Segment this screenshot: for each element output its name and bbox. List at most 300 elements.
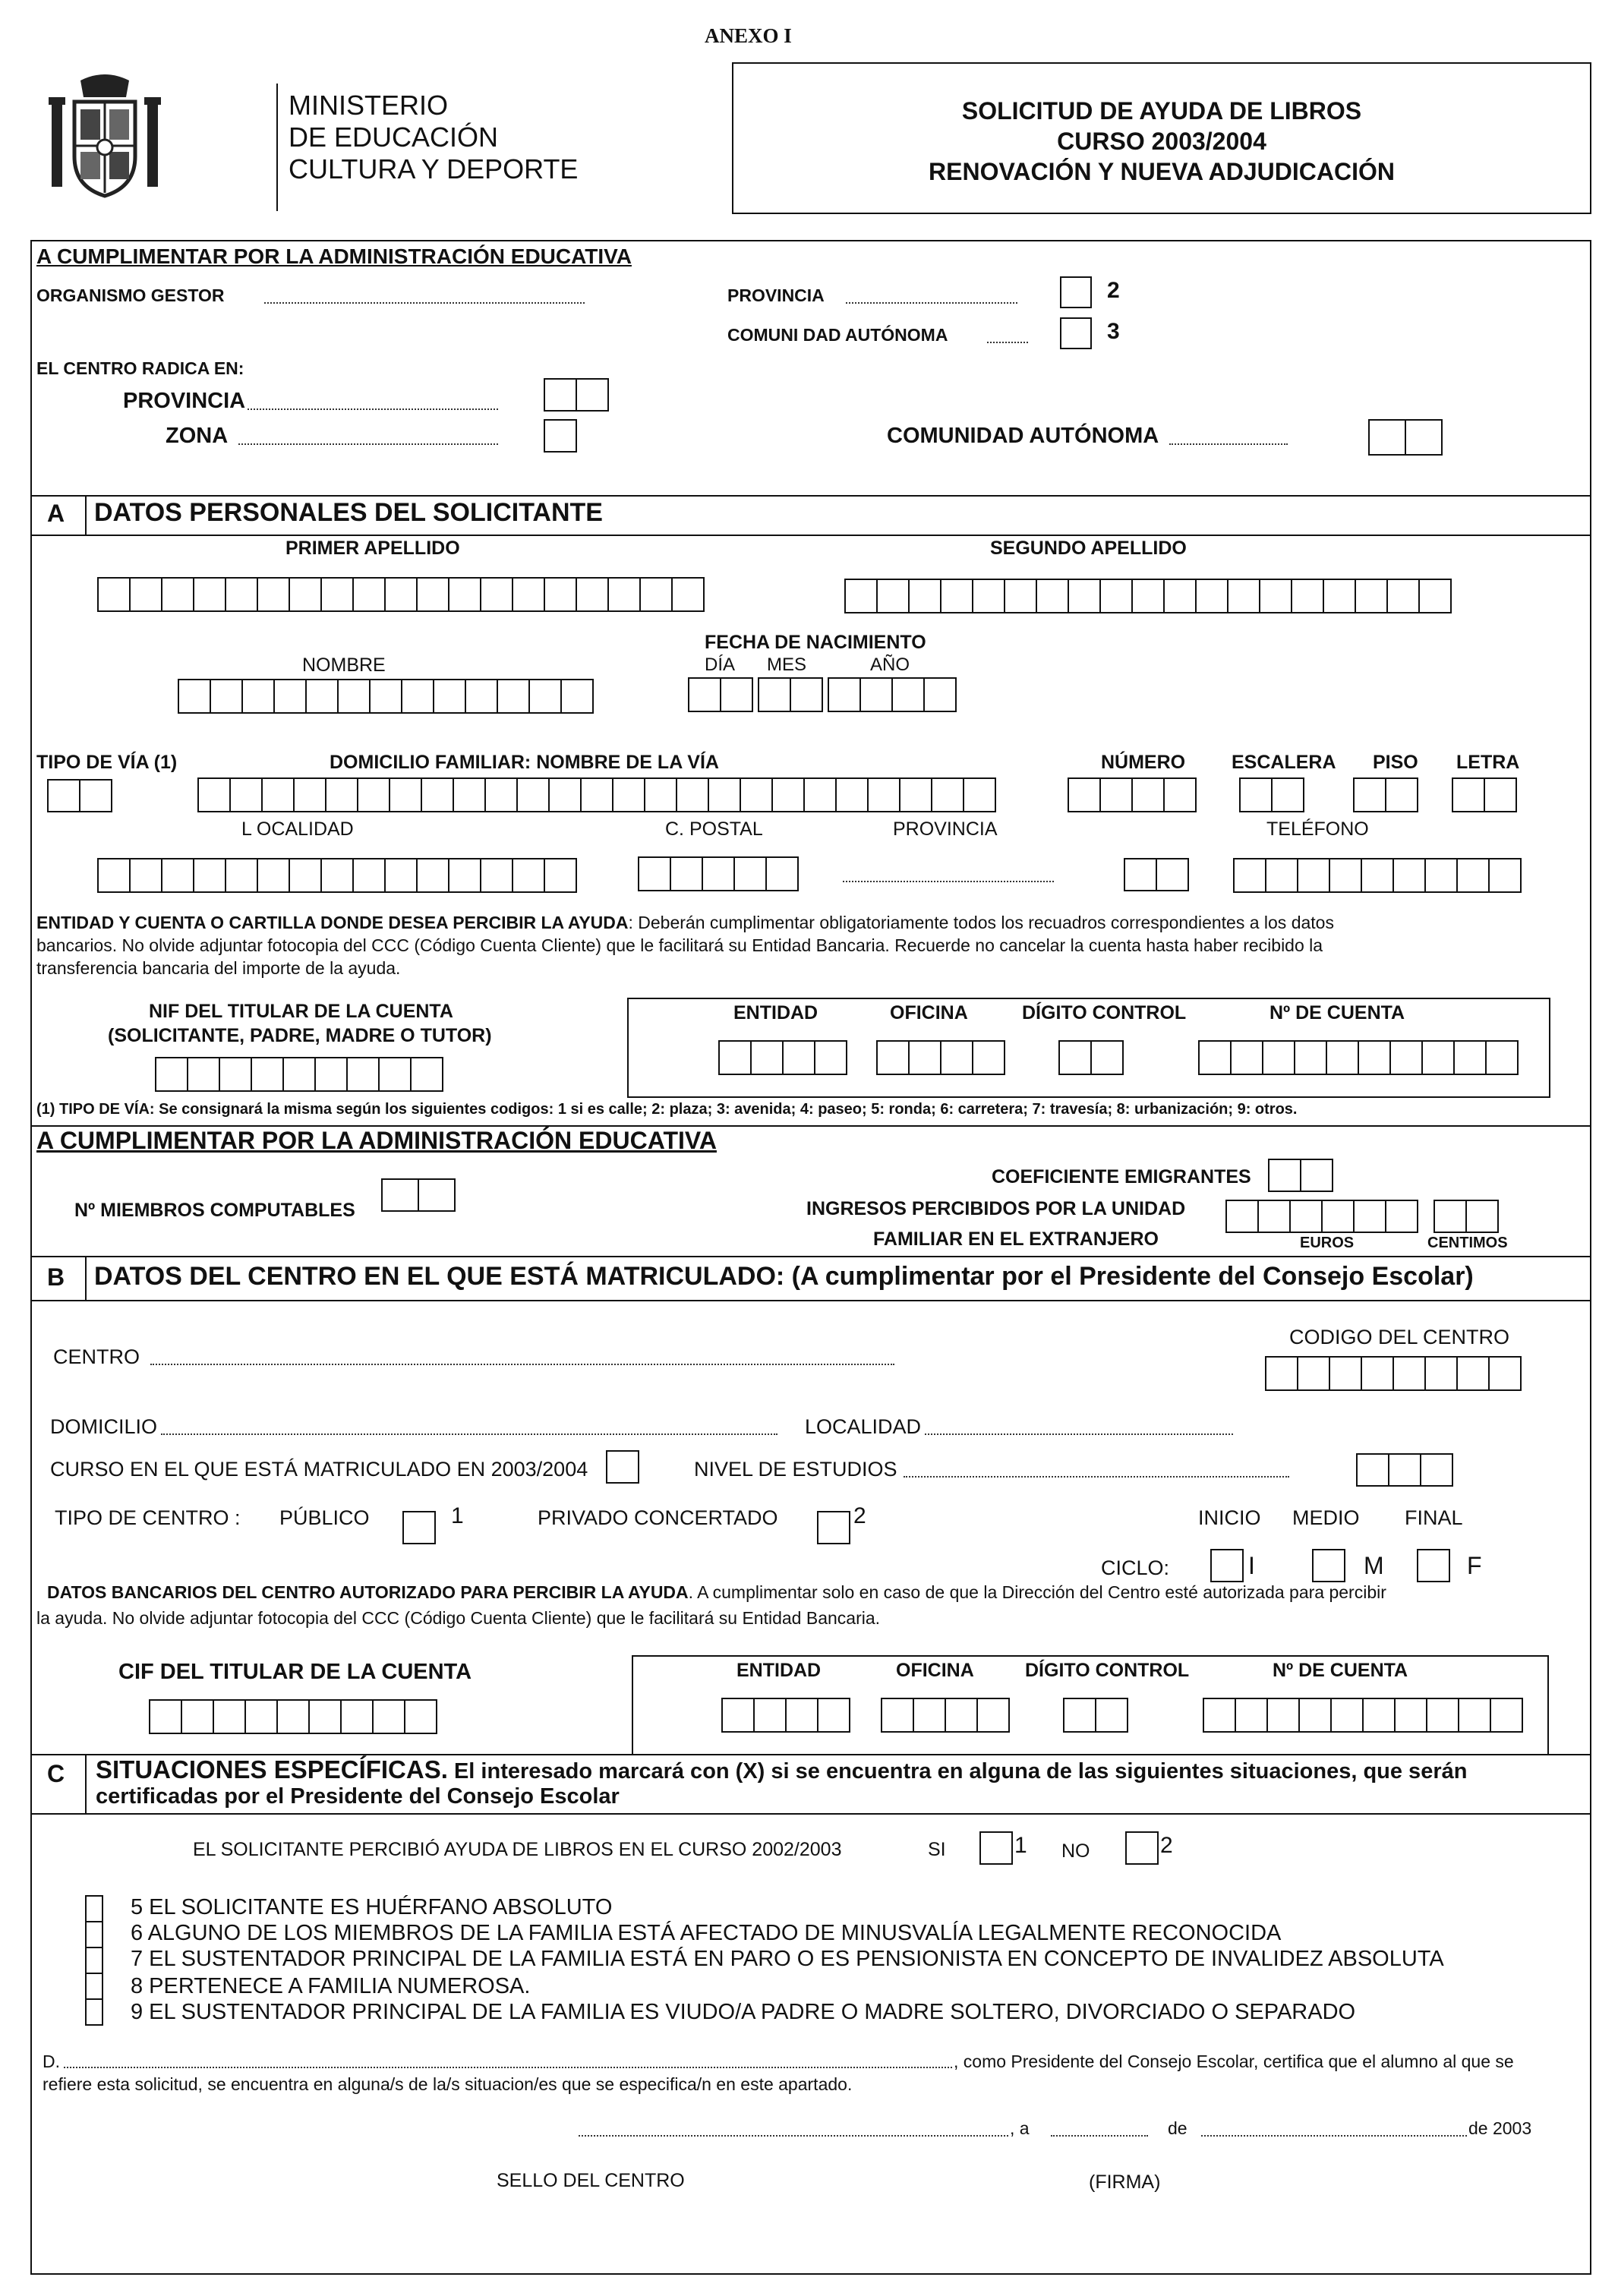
no-code: 2 bbox=[1160, 1833, 1173, 1858]
char-box[interactable] bbox=[976, 1698, 1010, 1733]
tipo-via-boxes[interactable] bbox=[47, 779, 111, 812]
char-box[interactable] bbox=[782, 1040, 815, 1075]
char-box[interactable] bbox=[210, 679, 243, 714]
char-box[interactable] bbox=[718, 1040, 752, 1075]
nivel-field[interactable] bbox=[904, 1476, 1289, 1478]
provincia2-code-boxes[interactable] bbox=[544, 378, 607, 412]
char-box[interactable] bbox=[940, 579, 973, 613]
char-box[interactable] bbox=[750, 1040, 784, 1075]
char-box[interactable] bbox=[1058, 1040, 1092, 1075]
char-box[interactable] bbox=[320, 577, 354, 612]
char-box[interactable] bbox=[1195, 579, 1228, 613]
bank-a-digito-boxes[interactable] bbox=[1058, 1040, 1122, 1075]
char-box[interactable] bbox=[1361, 858, 1394, 893]
provincia-a-code-boxes[interactable] bbox=[1124, 858, 1187, 891]
char-box[interactable] bbox=[1271, 777, 1304, 812]
cert-line-2: refiere esta solicitud, se encuentra en alguna/s de la/s situacion/es que se especifica/n en este apartado. bbox=[43, 2074, 853, 2094]
char-box[interactable] bbox=[378, 1057, 412, 1092]
char-box[interactable] bbox=[765, 856, 799, 891]
char-box[interactable] bbox=[639, 577, 673, 612]
char-box[interactable] bbox=[1355, 579, 1388, 613]
char-box[interactable] bbox=[859, 677, 893, 712]
comunidad2-field[interactable] bbox=[1169, 443, 1288, 445]
bank-b-digito-boxes[interactable] bbox=[1063, 1698, 1127, 1733]
char-box[interactable] bbox=[1289, 1200, 1323, 1233]
char-box[interactable] bbox=[1268, 1159, 1301, 1192]
comunidad-code-box[interactable] bbox=[1060, 317, 1090, 349]
char-box[interactable] bbox=[244, 1699, 278, 1734]
char-box[interactable] bbox=[1362, 1698, 1396, 1733]
char-box[interactable] bbox=[576, 577, 609, 612]
bank-a-cuenta-boxes[interactable] bbox=[1198, 1040, 1517, 1075]
char-box[interactable] bbox=[1095, 1698, 1128, 1733]
char-box[interactable] bbox=[1321, 1200, 1355, 1233]
char-box[interactable] bbox=[1456, 1356, 1490, 1391]
char-box[interactable] bbox=[273, 679, 307, 714]
char-box[interactable] bbox=[251, 1057, 284, 1092]
char-box[interactable] bbox=[129, 858, 162, 893]
char-box[interactable] bbox=[790, 677, 823, 712]
char-box[interactable] bbox=[913, 1698, 946, 1733]
segundo-apellido-boxes[interactable] bbox=[844, 579, 1450, 613]
char-box[interactable] bbox=[670, 856, 703, 891]
char-box[interactable] bbox=[972, 579, 1005, 613]
char-box[interactable] bbox=[1465, 1200, 1499, 1233]
char-box[interactable] bbox=[548, 777, 582, 812]
char-box[interactable] bbox=[758, 677, 791, 712]
char-box[interactable] bbox=[433, 679, 466, 714]
char-box[interactable] bbox=[803, 777, 837, 812]
char-box[interactable] bbox=[381, 1178, 419, 1212]
char-box[interactable] bbox=[289, 858, 322, 893]
cpostal-boxes[interactable] bbox=[638, 856, 797, 891]
char-box[interactable] bbox=[607, 577, 641, 612]
char-box[interactable] bbox=[289, 577, 322, 612]
localidad-b-field[interactable] bbox=[925, 1433, 1233, 1435]
char-box[interactable] bbox=[940, 1040, 973, 1075]
char-box[interactable] bbox=[305, 679, 339, 714]
form-title-line-1: SOLICITUD DE AYUDA DE LIBROS bbox=[961, 97, 1362, 125]
char-box[interactable] bbox=[1420, 1453, 1453, 1487]
codigo-centro-boxes[interactable] bbox=[1265, 1356, 1520, 1391]
piso-boxes[interactable] bbox=[1353, 777, 1417, 812]
section-c-heading-line-2: certificadas por el Presidente del Consejo Escolar bbox=[96, 1784, 620, 1809]
char-box[interactable] bbox=[1227, 579, 1260, 613]
primer-apellido-label: PRIMER APELLIDO bbox=[285, 538, 460, 559]
char-box[interactable] bbox=[1036, 579, 1069, 613]
char-box[interactable] bbox=[1230, 1040, 1263, 1075]
primer-apellido-boxes[interactable] bbox=[97, 577, 703, 612]
char-box[interactable] bbox=[1418, 579, 1452, 613]
char-box[interactable] bbox=[1156, 858, 1189, 891]
nif-boxes[interactable] bbox=[155, 1057, 442, 1092]
ciclo-f-checkbox[interactable] bbox=[1417, 1549, 1449, 1582]
char-box[interactable] bbox=[193, 577, 226, 612]
char-box[interactable] bbox=[129, 577, 162, 612]
char-box[interactable] bbox=[931, 777, 964, 812]
char-box[interactable] bbox=[308, 1699, 342, 1734]
char-box[interactable] bbox=[1453, 1040, 1487, 1075]
section-c-heading-bold: SITUACIONES ESPECÍFICAS. bbox=[96, 1755, 448, 1784]
bank-a-oficina-boxes[interactable] bbox=[876, 1040, 1004, 1075]
zona-field[interactable] bbox=[238, 443, 498, 445]
char-box[interactable] bbox=[453, 777, 486, 812]
char-box[interactable] bbox=[1388, 1453, 1421, 1487]
char-box[interactable] bbox=[560, 679, 594, 714]
cif-boxes[interactable] bbox=[149, 1699, 436, 1734]
segundo-apellido-label: SEGUNDO APELLIDO bbox=[990, 538, 1187, 559]
miembros-boxes[interactable] bbox=[381, 1178, 454, 1212]
char-box[interactable] bbox=[1225, 1200, 1259, 1233]
char-box[interactable] bbox=[1421, 1040, 1455, 1075]
localidad-boxes[interactable] bbox=[97, 858, 576, 893]
bank-b-entidad-boxes[interactable] bbox=[721, 1698, 849, 1733]
comunidad-field[interactable] bbox=[987, 342, 1028, 343]
char-box[interactable] bbox=[1433, 1200, 1467, 1233]
char-box[interactable] bbox=[817, 1698, 850, 1733]
char-box[interactable] bbox=[1203, 1698, 1236, 1733]
char-box[interactable] bbox=[972, 1040, 1005, 1075]
char-box[interactable] bbox=[1389, 1040, 1423, 1075]
situacion-8-checkbox[interactable] bbox=[85, 1973, 103, 2000]
lugar-field[interactable] bbox=[579, 2135, 1008, 2137]
char-box[interactable] bbox=[1484, 777, 1517, 812]
char-box[interactable] bbox=[1424, 1356, 1458, 1391]
bank-a-entidad-boxes[interactable] bbox=[718, 1040, 846, 1075]
char-box[interactable] bbox=[1004, 579, 1037, 613]
char-box[interactable] bbox=[612, 777, 645, 812]
comunidad-label: COMUNI DAD AUTÓNOMA bbox=[727, 325, 948, 345]
char-box[interactable] bbox=[720, 677, 753, 712]
char-box[interactable] bbox=[891, 677, 925, 712]
char-box[interactable] bbox=[357, 777, 390, 812]
char-box[interactable] bbox=[1323, 579, 1356, 613]
char-box[interactable] bbox=[1426, 1698, 1459, 1733]
situaciones-checkboxes[interactable] bbox=[85, 1895, 103, 2024]
char-box[interactable] bbox=[1131, 777, 1165, 812]
char-box[interactable] bbox=[1353, 777, 1386, 812]
nombre-boxes[interactable] bbox=[178, 679, 592, 714]
organismo-field[interactable] bbox=[264, 302, 585, 304]
char-box[interactable] bbox=[785, 1698, 818, 1733]
char-box[interactable] bbox=[1326, 1040, 1359, 1075]
char-box[interactable] bbox=[97, 577, 131, 612]
char-box[interactable] bbox=[1330, 1698, 1364, 1733]
char-box[interactable] bbox=[213, 1699, 246, 1734]
provincia-field[interactable] bbox=[846, 302, 1017, 304]
centro-field[interactable] bbox=[150, 1364, 894, 1365]
char-box[interactable] bbox=[876, 1040, 910, 1075]
domicilio-boxes[interactable] bbox=[197, 777, 995, 812]
char-box[interactable] bbox=[1063, 1698, 1096, 1733]
char-box[interactable] bbox=[1298, 1698, 1332, 1733]
char-box[interactable] bbox=[1163, 777, 1197, 812]
char-box[interactable] bbox=[1163, 579, 1197, 613]
char-box[interactable] bbox=[282, 1057, 316, 1092]
ingresos-centimos-boxes[interactable] bbox=[1433, 1200, 1497, 1233]
char-box[interactable] bbox=[276, 1699, 310, 1734]
ministry-line-3: CULTURA Y DEPORTE bbox=[289, 153, 579, 184]
char-box[interactable] bbox=[1488, 858, 1522, 893]
char-box[interactable] bbox=[1300, 1159, 1333, 1192]
nivel-boxes[interactable] bbox=[1356, 1453, 1452, 1487]
char-box[interactable] bbox=[740, 777, 773, 812]
char-box[interactable] bbox=[79, 779, 112, 812]
char-box[interactable] bbox=[1385, 777, 1418, 812]
char-box[interactable] bbox=[544, 577, 577, 612]
char-box[interactable] bbox=[1265, 858, 1298, 893]
ingresos-euros-boxes[interactable] bbox=[1225, 1200, 1417, 1233]
char-box[interactable] bbox=[512, 577, 545, 612]
char-box[interactable] bbox=[1458, 1698, 1491, 1733]
char-box[interactable] bbox=[908, 1040, 941, 1075]
char-box[interactable] bbox=[314, 1057, 348, 1092]
char-box[interactable] bbox=[229, 777, 263, 812]
comunidad2-label: COMUNIDAD AUTÓNOMA bbox=[887, 424, 1159, 448]
char-box[interactable] bbox=[257, 577, 290, 612]
provincia2-field[interactable] bbox=[248, 408, 498, 410]
char-box[interactable] bbox=[384, 858, 418, 893]
char-box[interactable] bbox=[47, 779, 80, 812]
char-box[interactable] bbox=[580, 777, 613, 812]
char-box[interactable] bbox=[193, 858, 226, 893]
situacion-5-checkbox[interactable] bbox=[85, 1895, 103, 1922]
char-box[interactable] bbox=[219, 1057, 252, 1092]
char-box[interactable] bbox=[384, 577, 418, 612]
provincia2-label: PROVINCIA bbox=[123, 389, 246, 413]
char-box[interactable] bbox=[1259, 579, 1292, 613]
char-box[interactable] bbox=[1131, 579, 1165, 613]
char-box[interactable] bbox=[771, 777, 805, 812]
char-box[interactable] bbox=[908, 579, 941, 613]
mes-boxes[interactable] bbox=[758, 677, 822, 712]
char-box[interactable] bbox=[1392, 858, 1426, 893]
char-box[interactable] bbox=[225, 577, 258, 612]
char-box[interactable] bbox=[1385, 1200, 1418, 1233]
bank-b-oficina-label: OFICINA bbox=[896, 1660, 974, 1681]
char-box[interactable] bbox=[187, 1057, 220, 1092]
numero-boxes[interactable] bbox=[1068, 777, 1195, 812]
bank-b-oficina-boxes[interactable] bbox=[881, 1698, 1008, 1733]
coeficiente-boxes[interactable] bbox=[1268, 1159, 1332, 1192]
char-box[interactable] bbox=[161, 858, 194, 893]
char-box[interactable] bbox=[1262, 1040, 1295, 1075]
char-box[interactable] bbox=[149, 1699, 182, 1734]
char-box[interactable] bbox=[1424, 858, 1458, 893]
char-box[interactable] bbox=[963, 777, 996, 812]
char-box[interactable] bbox=[418, 1178, 456, 1212]
char-box[interactable] bbox=[1068, 777, 1101, 812]
char-box[interactable] bbox=[512, 858, 545, 893]
privado-checkbox[interactable] bbox=[817, 1511, 849, 1544]
char-box[interactable] bbox=[1257, 1200, 1291, 1233]
char-box[interactable] bbox=[828, 677, 861, 712]
bank-b-cuenta-boxes[interactable] bbox=[1203, 1698, 1522, 1733]
char-box[interactable] bbox=[688, 677, 721, 712]
char-box[interactable] bbox=[671, 577, 705, 612]
provincia-a-field[interactable] bbox=[843, 881, 1054, 882]
char-box[interactable] bbox=[320, 858, 354, 893]
char-box[interactable] bbox=[1485, 1040, 1519, 1075]
char-box[interactable] bbox=[1488, 1356, 1522, 1391]
char-box[interactable] bbox=[178, 679, 211, 714]
char-box[interactable] bbox=[497, 679, 530, 714]
curso-box[interactable] bbox=[606, 1450, 638, 1484]
letra-label: LETRA bbox=[1456, 752, 1520, 773]
ciclo-label: CICLO: bbox=[1101, 1556, 1170, 1579]
ingresos-label-2: FAMILIAR EN EL EXTRANJERO bbox=[873, 1228, 1159, 1250]
char-box[interactable] bbox=[181, 1699, 214, 1734]
char-box[interactable] bbox=[241, 679, 275, 714]
char-box[interactable] bbox=[352, 858, 386, 893]
char-box[interactable] bbox=[1358, 1040, 1391, 1075]
char-box[interactable] bbox=[161, 577, 194, 612]
char-box[interactable] bbox=[1233, 858, 1266, 893]
ano-boxes[interactable] bbox=[828, 677, 955, 712]
char-box[interactable] bbox=[416, 577, 449, 612]
presidente-name-field[interactable] bbox=[64, 2067, 952, 2068]
zona-code-box[interactable] bbox=[544, 419, 576, 453]
char-box[interactable] bbox=[1297, 858, 1330, 893]
dia-boxes[interactable] bbox=[688, 677, 752, 712]
char-box[interactable] bbox=[702, 856, 735, 891]
ciclo-m-checkbox[interactable] bbox=[1312, 1549, 1344, 1582]
form-title-line-3: RENOVACIÓN Y NUEVA ADJUDICACIÓN bbox=[929, 158, 1395, 185]
char-box[interactable] bbox=[369, 679, 402, 714]
char-box[interactable] bbox=[638, 856, 671, 891]
char-box[interactable] bbox=[448, 577, 481, 612]
char-box[interactable] bbox=[1198, 1040, 1232, 1075]
char-box[interactable] bbox=[753, 1698, 787, 1733]
char-box[interactable] bbox=[899, 777, 932, 812]
char-box[interactable] bbox=[1394, 1698, 1427, 1733]
char-box[interactable] bbox=[337, 679, 371, 714]
char-box[interactable] bbox=[352, 577, 386, 612]
char-box[interactable] bbox=[867, 777, 900, 812]
char-box[interactable] bbox=[544, 858, 577, 893]
char-box[interactable] bbox=[448, 858, 481, 893]
char-box[interactable] bbox=[1235, 1698, 1268, 1733]
char-box[interactable] bbox=[644, 777, 677, 812]
domicilio-b-field[interactable] bbox=[161, 1433, 777, 1435]
no-checkbox[interactable] bbox=[1125, 1831, 1157, 1865]
char-box[interactable] bbox=[1068, 579, 1101, 613]
char-box[interactable] bbox=[1124, 858, 1157, 891]
char-box[interactable] bbox=[1239, 777, 1273, 812]
char-box[interactable] bbox=[1356, 1453, 1389, 1487]
char-box[interactable] bbox=[1090, 1040, 1124, 1075]
publico-checkbox[interactable] bbox=[402, 1511, 434, 1544]
centimos-label: CENTIMOS bbox=[1427, 1235, 1508, 1251]
nif-label-1: NIF DEL TITULAR DE LA CUENTA bbox=[149, 1001, 453, 1022]
escalera-boxes[interactable] bbox=[1239, 777, 1303, 812]
char-box[interactable] bbox=[1452, 777, 1485, 812]
char-box[interactable] bbox=[528, 679, 562, 714]
char-box[interactable] bbox=[340, 1699, 374, 1734]
char-box[interactable] bbox=[401, 679, 434, 714]
char-box[interactable] bbox=[480, 577, 513, 612]
char-box[interactable] bbox=[1099, 777, 1133, 812]
char-box[interactable] bbox=[1456, 858, 1490, 893]
telefono-label: TELÉFONO bbox=[1266, 818, 1369, 840]
si-code: 1 bbox=[1014, 1833, 1027, 1858]
char-box[interactable] bbox=[389, 777, 422, 812]
char-box[interactable] bbox=[346, 1057, 380, 1092]
nombre-label: NOMBRE bbox=[302, 654, 386, 676]
fecha-de-label: de bbox=[1168, 2118, 1187, 2138]
situacion-9-checkbox[interactable] bbox=[85, 1998, 103, 2026]
char-box[interactable] bbox=[225, 858, 258, 893]
char-box[interactable] bbox=[465, 679, 498, 714]
char-box[interactable] bbox=[404, 1699, 437, 1734]
situacion-6-checkbox[interactable] bbox=[85, 1921, 103, 1948]
char-box[interactable] bbox=[293, 777, 326, 812]
char-box[interactable] bbox=[1291, 579, 1324, 613]
char-box[interactable] bbox=[1353, 1200, 1386, 1233]
char-box[interactable] bbox=[1265, 1356, 1298, 1391]
char-box[interactable] bbox=[516, 777, 550, 812]
char-box[interactable] bbox=[325, 777, 358, 812]
sello-label: SELLO DEL CENTRO bbox=[497, 2170, 685, 2191]
char-box[interactable] bbox=[1099, 579, 1133, 613]
char-box[interactable] bbox=[480, 858, 513, 893]
si-checkbox[interactable] bbox=[979, 1831, 1011, 1865]
char-box[interactable] bbox=[676, 777, 709, 812]
char-box[interactable] bbox=[1386, 579, 1420, 613]
situacion-7-label: 7 EL SUSTENTADOR PRINCIPAL DE LA FAMILIA ESTÁ EN PARO O ES PENSIONISTA EN CONCEPTO DE INVALIDEZ ABSOLUTA bbox=[131, 1947, 1444, 1971]
char-box[interactable] bbox=[876, 579, 910, 613]
char-box[interactable] bbox=[257, 858, 290, 893]
char-box[interactable] bbox=[881, 1698, 914, 1733]
char-box[interactable] bbox=[945, 1698, 978, 1733]
char-box[interactable] bbox=[814, 1040, 847, 1075]
char-box[interactable] bbox=[708, 777, 741, 812]
char-box[interactable] bbox=[1266, 1698, 1300, 1733]
entidad-bold: ENTIDAD Y CUENTA O CARTILLA DONDE DESEA PERCIBIR LA AYUDA bbox=[36, 913, 629, 932]
form-title-line-2: CURSO 2003/2004 bbox=[1057, 128, 1266, 155]
char-box[interactable] bbox=[97, 858, 131, 893]
ciclo-i-checkbox[interactable] bbox=[1210, 1549, 1242, 1582]
char-box[interactable] bbox=[1297, 1356, 1330, 1391]
dia-firma-field[interactable] bbox=[1051, 2135, 1148, 2137]
char-box[interactable] bbox=[1294, 1040, 1327, 1075]
char-box[interactable] bbox=[1361, 1356, 1394, 1391]
char-box[interactable] bbox=[421, 777, 454, 812]
char-box[interactable] bbox=[733, 856, 767, 891]
char-box[interactable] bbox=[484, 777, 518, 812]
char-box[interactable] bbox=[155, 1057, 188, 1092]
char-box[interactable] bbox=[1490, 1698, 1523, 1733]
char-box[interactable] bbox=[197, 777, 231, 812]
char-box[interactable] bbox=[1392, 1356, 1426, 1391]
char-box[interactable] bbox=[410, 1057, 443, 1092]
provincia-code-box[interactable] bbox=[1060, 276, 1090, 308]
char-box[interactable] bbox=[372, 1699, 405, 1734]
comunidad2-code-boxes[interactable] bbox=[1368, 419, 1441, 456]
situacion-7-checkbox[interactable] bbox=[85, 1947, 103, 1974]
char-box[interactable] bbox=[416, 858, 449, 893]
mes-firma-field[interactable] bbox=[1201, 2135, 1467, 2137]
char-box[interactable] bbox=[1329, 1356, 1362, 1391]
char-box[interactable] bbox=[261, 777, 295, 812]
char-box[interactable] bbox=[1329, 858, 1362, 893]
char-box[interactable] bbox=[923, 677, 957, 712]
char-box[interactable] bbox=[844, 579, 878, 613]
char-box[interactable] bbox=[835, 777, 869, 812]
char-box[interactable] bbox=[721, 1698, 755, 1733]
letra-boxes[interactable] bbox=[1452, 777, 1515, 812]
telefono-boxes[interactable] bbox=[1233, 858, 1520, 893]
